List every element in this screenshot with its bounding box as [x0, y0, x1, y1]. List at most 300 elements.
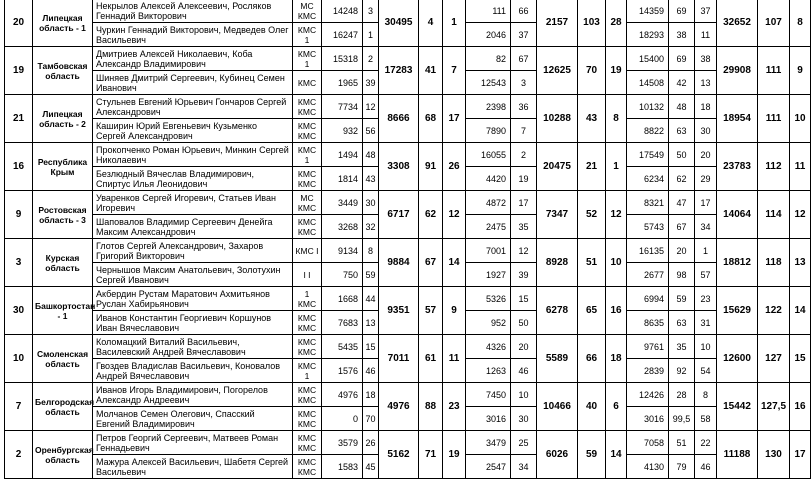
- stage2-points: 1927: [466, 263, 511, 287]
- crew-category: МС КМС: [293, 191, 322, 215]
- crew-place-sum: 63: [669, 311, 695, 335]
- crew-final-place: 58: [695, 407, 717, 431]
- team-stage2-place-sum: 52: [578, 191, 606, 239]
- team-stage2-rank: 16: [606, 287, 627, 335]
- table-row: [5, 0, 811, 23]
- team-score: 107: [758, 0, 790, 47]
- crew-category: КМС КМС: [293, 431, 322, 455]
- team-stage2-total: 5589: [537, 335, 578, 383]
- stage1-place: 48: [363, 143, 379, 167]
- crew-place-sum: 47: [669, 191, 695, 215]
- team-stage2-rank: 1: [606, 143, 627, 191]
- crew-place-sum: 20: [669, 239, 695, 263]
- crew-total-points: 2677: [627, 263, 669, 287]
- crew-place-sum: 99,5: [669, 407, 695, 431]
- team-final-place: 10: [790, 95, 811, 143]
- team-stage2-total: 6278: [537, 287, 578, 335]
- team-stage1-rank: 17: [443, 95, 466, 143]
- team-name: Тамбовская область: [33, 47, 93, 95]
- stage2-points: 2547: [466, 455, 511, 479]
- team-stage1-total: 5162: [379, 431, 419, 479]
- stage2-points: 4872: [466, 191, 511, 215]
- crew-names: Иванов Константин Георгиевич Коршунов Иван Вячеславович: [93, 311, 293, 335]
- crew-category: КМС 1: [293, 47, 322, 71]
- team-total-points: 29908: [717, 47, 758, 95]
- crew-category: КМС 1: [293, 143, 322, 167]
- team-stage1-place-sum: 62: [419, 191, 443, 239]
- team-name: Башкортостан - 1: [33, 287, 93, 335]
- stage2-points: 82: [466, 47, 511, 71]
- team-stage1-rank: 7: [443, 47, 466, 95]
- crew-total-points: 6234: [627, 167, 669, 191]
- team-stage1-rank: 23: [443, 383, 466, 431]
- team-stage2-place-sum: 43: [578, 95, 606, 143]
- stage1-points: 9134: [322, 239, 363, 263]
- team-rank: 20: [5, 0, 33, 47]
- team-total-points: 32652: [717, 0, 758, 47]
- team-final-place: 9: [790, 47, 811, 95]
- table-row: [5, 95, 811, 119]
- crew-final-place: 18: [695, 95, 717, 119]
- team-stage2-rank: 12: [606, 191, 627, 239]
- stage1-place: 46: [363, 359, 379, 383]
- team-total-points: 23783: [717, 143, 758, 191]
- crew-place-sum: 62: [669, 167, 695, 191]
- team-final-place: 12: [790, 191, 811, 239]
- stage2-points: 3016: [466, 407, 511, 431]
- stage1-points: 932: [322, 119, 363, 143]
- stage1-points: 16247: [322, 23, 363, 47]
- stage1-place: 56: [363, 119, 379, 143]
- stage2-points: 7450: [466, 383, 511, 407]
- crew-final-place: 46: [695, 455, 717, 479]
- crew-category: КМС КМС: [293, 455, 322, 479]
- stage2-place: 35: [511, 215, 537, 239]
- team-stage1-rank: 11: [443, 335, 466, 383]
- table-row: [5, 287, 811, 311]
- team-stage2-total: 7347: [537, 191, 578, 239]
- crew-category: КМС I: [293, 239, 322, 263]
- team-stage2-total: 20475: [537, 143, 578, 191]
- stage1-points: 7683: [322, 311, 363, 335]
- crew-total-points: 14508: [627, 71, 669, 95]
- crew-place-sum: 59: [669, 287, 695, 311]
- team-stage2-rank: 19: [606, 47, 627, 95]
- crew-total-points: 16135: [627, 239, 669, 263]
- stage2-place: 67: [511, 47, 537, 71]
- team-stage1-place-sum: 71: [419, 431, 443, 479]
- crew-final-place: 54: [695, 359, 717, 383]
- crew-total-points: 5743: [627, 215, 669, 239]
- team-name: Курская область: [33, 239, 93, 287]
- crew-names: Некрылов Алексей Алексеевич, Росляков Геннадий Викторович: [93, 0, 293, 23]
- stage2-points: 12543: [466, 71, 511, 95]
- team-stage2-place-sum: 51: [578, 239, 606, 287]
- crew-total-points: 8822: [627, 119, 669, 143]
- team-stage1-rank: 9: [443, 287, 466, 335]
- team-stage1-place-sum: 41: [419, 47, 443, 95]
- crew-names: Коломацкий Виталий Васильевич, Василевский Андрей Вячеславович: [93, 335, 293, 359]
- stage2-points: 3479: [466, 431, 511, 455]
- crew-names: Безлюдный Вячеслав Владимирович, Спиртус Илья Леонидович: [93, 167, 293, 191]
- crew-place-sum: 35: [669, 335, 695, 359]
- stage2-points: 16055: [466, 143, 511, 167]
- crew-category: КМС 1: [293, 359, 322, 383]
- team-stage1-total: 6717: [379, 191, 419, 239]
- stage2-place: 50: [511, 311, 537, 335]
- team-stage1-rank: 12: [443, 191, 466, 239]
- team-final-place: 17: [790, 431, 811, 479]
- crew-final-place: 23: [695, 287, 717, 311]
- team-score: 122: [758, 287, 790, 335]
- stage2-place: 17: [511, 191, 537, 215]
- team-stage1-total: 3308: [379, 143, 419, 191]
- crew-total-points: 15400: [627, 47, 669, 71]
- crew-final-place: 38: [695, 47, 717, 71]
- team-total-points: 12600: [717, 335, 758, 383]
- crew-names: Чернышов Максим Анатольевич, Золотухин Сергей Иванович: [93, 263, 293, 287]
- stage1-place: 39: [363, 71, 379, 95]
- team-stage1-rank: 19: [443, 431, 466, 479]
- team-stage2-rank: 18: [606, 335, 627, 383]
- stage1-place: 32: [363, 215, 379, 239]
- crew-place-sum: 92: [669, 359, 695, 383]
- crew-category: КМС КМС: [293, 407, 322, 431]
- team-score: 130: [758, 431, 790, 479]
- stage1-place: 26: [363, 431, 379, 455]
- team-total-points: 11188: [717, 431, 758, 479]
- crew-place-sum: 38: [669, 23, 695, 47]
- crew-total-points: 18293: [627, 23, 669, 47]
- team-stage1-place-sum: 4: [419, 0, 443, 47]
- team-stage1-rank: 26: [443, 143, 466, 191]
- team-rank: 2: [5, 431, 33, 479]
- stage1-points: 1583: [322, 455, 363, 479]
- stage2-points: 2475: [466, 215, 511, 239]
- crew-total-points: 4130: [627, 455, 669, 479]
- crew-place-sum: 69: [669, 0, 695, 23]
- team-total-points: 15629: [717, 287, 758, 335]
- crew-final-place: 13: [695, 71, 717, 95]
- crew-category: КМС КМС: [293, 311, 322, 335]
- crew-names: Чуркин Геннадий Викторович, Медведев Олег Васильевич: [93, 23, 293, 47]
- crew-final-place: 31: [695, 311, 717, 335]
- stage1-place: 44: [363, 287, 379, 311]
- stage2-place: 2: [511, 143, 537, 167]
- team-stage1-place-sum: 67: [419, 239, 443, 287]
- stage2-points: 4420: [466, 167, 511, 191]
- team-stage2-place-sum: 40: [578, 383, 606, 431]
- stage2-place: 20: [511, 335, 537, 359]
- stage2-place: 36: [511, 95, 537, 119]
- team-stage2-place-sum: 65: [578, 287, 606, 335]
- stage2-points: 7001: [466, 239, 511, 263]
- table-row: [5, 143, 811, 167]
- stage1-place: 70: [363, 407, 379, 431]
- team-stage2-total: 2157: [537, 0, 578, 47]
- team-final-place: 8: [790, 0, 811, 47]
- team-stage1-place-sum: 57: [419, 287, 443, 335]
- team-total-points: 18954: [717, 95, 758, 143]
- team-stage2-place-sum: 21: [578, 143, 606, 191]
- stage2-place: 25: [511, 431, 537, 455]
- crew-total-points: 2839: [627, 359, 669, 383]
- crew-place-sum: 69: [669, 47, 695, 71]
- table-row: [5, 191, 811, 215]
- stage2-place: 30: [511, 407, 537, 431]
- stage1-points: 7734: [322, 95, 363, 119]
- stage1-place: 8: [363, 239, 379, 263]
- stage1-place: 43: [363, 167, 379, 191]
- team-stage2-total: 10288: [537, 95, 578, 143]
- stage2-place: 46: [511, 359, 537, 383]
- team-score: 111: [758, 95, 790, 143]
- team-final-place: 14: [790, 287, 811, 335]
- crew-category: КМС: [293, 71, 322, 95]
- team-stage1-total: 17283: [379, 47, 419, 95]
- stage1-place: 18: [363, 383, 379, 407]
- crew-place-sum: 67: [669, 215, 695, 239]
- crew-final-place: 10: [695, 335, 717, 359]
- crew-names: Шиняев Дмитрий Сергеевич, Кубинец Семен Иванович: [93, 71, 293, 95]
- team-stage2-place-sum: 70: [578, 47, 606, 95]
- crew-category: КМС КМС: [293, 95, 322, 119]
- crew-place-sum: 63: [669, 119, 695, 143]
- stage2-points: 952: [466, 311, 511, 335]
- stage2-points: 111: [466, 0, 511, 23]
- stage2-place: 37: [511, 23, 537, 47]
- crew-names: Петров Георгий Сергеевич, Матвеев Роман Геннадьевич: [93, 431, 293, 455]
- crew-names: Мажура Алексей Васильевич, Шабетя Сергей Васильевич: [93, 455, 293, 479]
- team-stage2-place-sum: 66: [578, 335, 606, 383]
- table-row: [5, 47, 811, 71]
- stage1-points: 1965: [322, 71, 363, 95]
- stage1-points: 14248: [322, 0, 363, 23]
- stage1-place: 1: [363, 23, 379, 47]
- stage2-place: 15: [511, 287, 537, 311]
- crew-place-sum: 48: [669, 95, 695, 119]
- crew-final-place: 29: [695, 167, 717, 191]
- team-stage2-place-sum: 103: [578, 0, 606, 47]
- team-stage1-rank: 1: [443, 0, 466, 47]
- team-name: Республика Крым: [33, 143, 93, 191]
- results-table: [4, 0, 811, 479]
- team-stage1-place-sum: 61: [419, 335, 443, 383]
- crew-category: КМС КМС: [293, 167, 322, 191]
- crew-place-sum: 79: [669, 455, 695, 479]
- team-name: Ростовская область - 3: [33, 191, 93, 239]
- team-score: 112: [758, 143, 790, 191]
- team-rank: 10: [5, 335, 33, 383]
- stage1-points: 3268: [322, 215, 363, 239]
- team-rank: 21: [5, 95, 33, 143]
- crew-total-points: 8635: [627, 311, 669, 335]
- team-rank: 19: [5, 47, 33, 95]
- team-stage1-place-sum: 88: [419, 383, 443, 431]
- stage1-place: 13: [363, 311, 379, 335]
- stage1-points: 0: [322, 407, 363, 431]
- team-stage2-rank: 28: [606, 0, 627, 47]
- team-rank: 7: [5, 383, 33, 431]
- crew-total-points: 14359: [627, 0, 669, 23]
- crew-names: Дмитриев Алексей Николаевич, Коба Александр Владимирович: [93, 47, 293, 71]
- crew-final-place: 17: [695, 191, 717, 215]
- team-name: Липецкая область - 2: [33, 95, 93, 143]
- crew-category: КМС КМС: [293, 119, 322, 143]
- crew-category: КМС КМС: [293, 383, 322, 407]
- team-final-place: 13: [790, 239, 811, 287]
- team-stage1-place-sum: 68: [419, 95, 443, 143]
- crew-final-place: 11: [695, 23, 717, 47]
- crew-place-sum: 51: [669, 431, 695, 455]
- crew-total-points: 8321: [627, 191, 669, 215]
- stage1-place: 3: [363, 0, 379, 23]
- team-rank: 30: [5, 287, 33, 335]
- team-rank: 3: [5, 239, 33, 287]
- stage1-points: 15318: [322, 47, 363, 71]
- team-stage1-total: 4976: [379, 383, 419, 431]
- crew-final-place: 30: [695, 119, 717, 143]
- stage1-place: 45: [363, 455, 379, 479]
- stage2-points: 7890: [466, 119, 511, 143]
- stage1-points: 1668: [322, 287, 363, 311]
- team-rank: 9: [5, 191, 33, 239]
- stage1-place: 30: [363, 191, 379, 215]
- stage2-points: 4326: [466, 335, 511, 359]
- stage1-points: 750: [322, 263, 363, 287]
- crew-total-points: 7058: [627, 431, 669, 455]
- stage2-place: 3: [511, 71, 537, 95]
- stage1-points: 3449: [322, 191, 363, 215]
- team-score: 127,5: [758, 383, 790, 431]
- crew-total-points: 3016: [627, 407, 669, 431]
- crew-place-sum: 98: [669, 263, 695, 287]
- team-name: Смоленская область: [33, 335, 93, 383]
- stage1-points: 3579: [322, 431, 363, 455]
- crew-final-place: 20: [695, 143, 717, 167]
- team-stage1-total: 9351: [379, 287, 419, 335]
- team-stage2-rank: 8: [606, 95, 627, 143]
- crew-names: Уваренков Сергей Игоревич, Статьев Иван Игоревич: [93, 191, 293, 215]
- team-stage1-place-sum: 91: [419, 143, 443, 191]
- crew-final-place: 34: [695, 215, 717, 239]
- crew-names: Прокопченко Роман Юрьевич, Минкин Сергей Николаевич: [93, 143, 293, 167]
- stage2-points: 5326: [466, 287, 511, 311]
- crew-category: I I: [293, 263, 322, 287]
- stage2-points: 2398: [466, 95, 511, 119]
- crew-names: Акбердин Рустам Маратович Ахмитьянов Руслан Хабирьянович: [93, 287, 293, 311]
- crew-final-place: 1: [695, 239, 717, 263]
- crew-names: Каширин Юрий Евгеньевич Кузьменко Сергей Александрович: [93, 119, 293, 143]
- crew-category: КМС 1: [293, 23, 322, 47]
- crew-names: Шаповалов Владимир Сергеевич Денейга Максим Александрович: [93, 215, 293, 239]
- crew-names: Молчанов Семен Олегович, Спасский Евгений Владимирович: [93, 407, 293, 431]
- team-stage1-total: 8666: [379, 95, 419, 143]
- team-stage2-total: 10466: [537, 383, 578, 431]
- team-score: 118: [758, 239, 790, 287]
- team-stage2-rank: 10: [606, 239, 627, 287]
- crew-category: КМС КМС: [293, 215, 322, 239]
- stage2-place: 10: [511, 383, 537, 407]
- stage2-place: 66: [511, 0, 537, 23]
- crew-final-place: 22: [695, 431, 717, 455]
- team-score: 127: [758, 335, 790, 383]
- stage1-points: 1814: [322, 167, 363, 191]
- team-rank: 16: [5, 143, 33, 191]
- stage2-place: 39: [511, 263, 537, 287]
- crew-names: Гвоздев Владислав Васильевич, Коновалов Андрей Вячеславович: [93, 359, 293, 383]
- table-row: [5, 431, 811, 455]
- team-stage1-total: 9884: [379, 239, 419, 287]
- stage1-points: 1576: [322, 359, 363, 383]
- stage1-place: 2: [363, 47, 379, 71]
- team-final-place: 15: [790, 335, 811, 383]
- crew-final-place: 57: [695, 263, 717, 287]
- stage2-place: 12: [511, 239, 537, 263]
- team-stage2-place-sum: 59: [578, 431, 606, 479]
- team-stage2-total: 12625: [537, 47, 578, 95]
- stage2-place: 7: [511, 119, 537, 143]
- team-total-points: 14064: [717, 191, 758, 239]
- crew-total-points: 6994: [627, 287, 669, 311]
- crew-category: МС КМС: [293, 0, 322, 23]
- stage2-place: 19: [511, 167, 537, 191]
- team-total-points: 18812: [717, 239, 758, 287]
- team-final-place: 11: [790, 143, 811, 191]
- stage1-place: 12: [363, 95, 379, 119]
- stage1-place: 15: [363, 335, 379, 359]
- stage1-place: 59: [363, 263, 379, 287]
- team-stage2-rank: 14: [606, 431, 627, 479]
- crew-names: Стульнев Евгений Юрьевич Гончаров Сергей Александрович: [93, 95, 293, 119]
- crew-place-sum: 28: [669, 383, 695, 407]
- stage1-points: 5435: [322, 335, 363, 359]
- table-row: [5, 383, 811, 407]
- crew-total-points: 12426: [627, 383, 669, 407]
- team-score: 114: [758, 191, 790, 239]
- stage1-points: 4976: [322, 383, 363, 407]
- crew-place-sum: 42: [669, 71, 695, 95]
- crew-total-points: 17549: [627, 143, 669, 167]
- team-stage1-total: 7011: [379, 335, 419, 383]
- crew-total-points: 10132: [627, 95, 669, 119]
- team-stage1-total: 30495: [379, 0, 419, 47]
- stage2-points: 1263: [466, 359, 511, 383]
- team-name: Белгородская область: [33, 383, 93, 431]
- team-name: Липецкая область - 1: [33, 0, 93, 47]
- table-row: [5, 239, 811, 263]
- team-stage2-total: 6026: [537, 431, 578, 479]
- table-row: [5, 335, 811, 359]
- team-score: 111: [758, 47, 790, 95]
- crew-category: КМС КМС: [293, 335, 322, 359]
- team-name: Оренбургская область: [33, 431, 93, 479]
- crew-final-place: 37: [695, 0, 717, 23]
- crew-place-sum: 50: [669, 143, 695, 167]
- stage1-points: 1494: [322, 143, 363, 167]
- team-final-place: 16: [790, 383, 811, 431]
- crew-total-points: 9761: [627, 335, 669, 359]
- crew-final-place: 8: [695, 383, 717, 407]
- team-total-points: 15442: [717, 383, 758, 431]
- team-stage2-rank: 6: [606, 383, 627, 431]
- stage2-place: 34: [511, 455, 537, 479]
- crew-names: Глотов Сергей Александрович, Захаров Григорий Викторович: [93, 239, 293, 263]
- crew-category: 1 КМС: [293, 287, 322, 311]
- stage2-points: 2046: [466, 23, 511, 47]
- crew-names: Иванов Игорь Владимирович, Погорелов Александр Андреевич: [93, 383, 293, 407]
- team-stage1-rank: 14: [443, 239, 466, 287]
